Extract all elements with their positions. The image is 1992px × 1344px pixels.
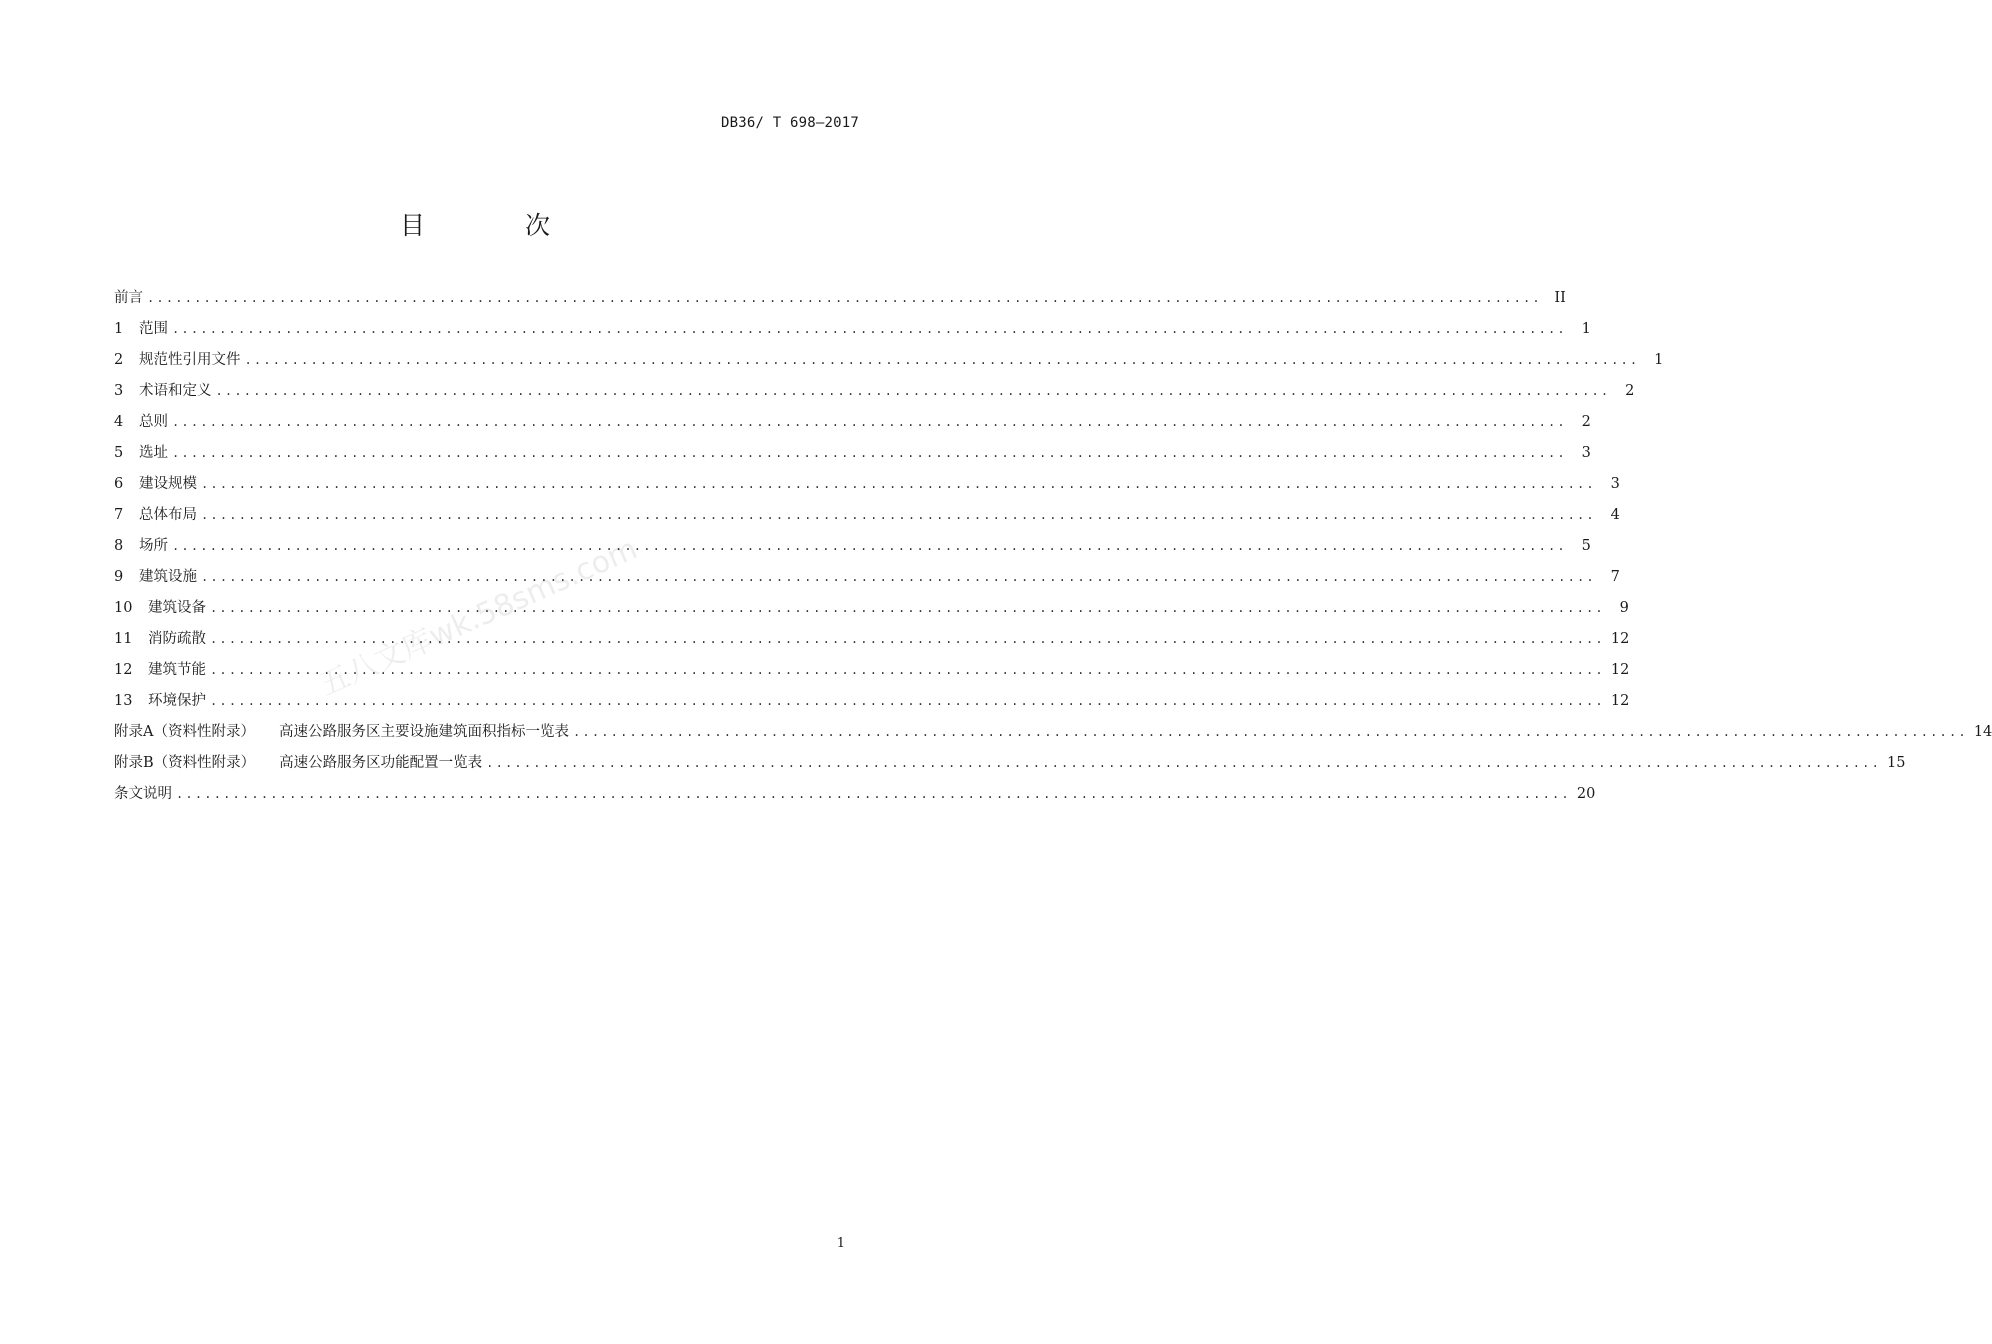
toc-page-number: 9 <box>1619 600 1629 616</box>
toc-entry-12[interactable] <box>114 658 1630 689</box>
toc-page-number: 12 <box>1610 662 1630 678</box>
toc-page-number: II <box>1554 290 1566 306</box>
toc-page-number: 7 <box>1610 569 1620 585</box>
toc-entry-text: 前言 <box>114 290 143 306</box>
toc-entry-text: 总则 <box>139 414 168 430</box>
appendix-label: 附录B（资料性附录） <box>114 755 256 771</box>
toc-page-number: 12 <box>1610 693 1630 709</box>
toc-leader-dots: .................................................................................................................................................... <box>172 415 1567 429</box>
toc-entry-number: 10 <box>114 600 133 616</box>
toc-entry-1[interactable] <box>114 317 1591 348</box>
toc-entry-7[interactable] <box>114 503 1620 534</box>
toc-leader-dots: .................................................................................................................................................... <box>172 322 1567 336</box>
toc-entry-number: 2 <box>114 352 124 368</box>
toc-entry-text: 环境保护 <box>148 693 206 709</box>
toc-entry-number: 8 <box>114 538 124 554</box>
toc-entry-number: 7 <box>114 507 124 523</box>
toc-page-number: 2 <box>1625 383 1635 399</box>
toc-entry-text: 建筑节能 <box>148 662 206 678</box>
toc-leader-dots: .................................................................................................................................................... <box>172 446 1567 460</box>
toc-title: 目 次 <box>400 211 596 240</box>
toc-leader-dots: .................................................................................................................................................... <box>210 663 1605 677</box>
toc-page-number: 14 <box>1973 724 1992 740</box>
toc-page-number: 1 <box>1654 352 1664 368</box>
toc-leader-dots: .................................................................................................................................................... <box>201 477 1596 491</box>
toc-page-number: 1 <box>1581 321 1591 337</box>
toc-entry-text: 术语和定义 <box>139 383 212 399</box>
toc-entry-number: 3 <box>114 383 124 399</box>
toc-leader-dots: .................................................................................................................................................... <box>215 384 1611 398</box>
toc-entry-text: 建筑设备 <box>148 600 206 616</box>
toc-entry-appendix-b[interactable] <box>114 751 1906 782</box>
toc-entry-text <box>114 720 569 744</box>
toc-entry-4[interactable] <box>114 410 1591 441</box>
appendix-title: 高速公路服务区主要设施建筑面积指标一览表 <box>278 724 569 740</box>
toc-leader-dots: .................................................................................................................................................... <box>201 508 1596 522</box>
toc-entry-text <box>114 751 482 775</box>
appendix-label: 附录A（资料性附录） <box>114 724 255 740</box>
toc-page-number: 12 <box>1610 631 1630 647</box>
toc-entry-number: 1 <box>114 321 124 337</box>
toc-entry-6[interactable] <box>114 472 1620 503</box>
toc-entry-foreword[interactable] <box>114 286 1566 317</box>
toc-entry-text: 范围 <box>139 321 168 337</box>
toc-leader-dots: .................................................................................................................................................... <box>572 725 1968 739</box>
toc-leader-dots: .................................................................................................................................................... <box>201 570 1596 584</box>
toc-leader-dots: .................................................................................................................................................... <box>147 291 1542 305</box>
toc-entry-11[interactable] <box>114 627 1630 658</box>
toc-entry-number: 4 <box>114 414 124 430</box>
toc-entry-text: 总体布局 <box>139 507 197 523</box>
toc-entry-text: 场所 <box>139 538 168 554</box>
toc-entry-number: 9 <box>114 569 124 585</box>
toc-entry-number: 13 <box>114 693 133 709</box>
toc-page-number: 15 <box>1887 755 1906 771</box>
toc-entry-explanation[interactable] <box>114 782 1596 813</box>
toc-entry-text: 建筑设施 <box>139 569 197 585</box>
toc-leader-dots: .................................................................................................................................................... <box>210 632 1605 646</box>
toc-entry-number: 11 <box>114 631 133 647</box>
toc-leader-dots: .................................................................................................................................................... <box>210 601 1605 615</box>
toc-entry-5[interactable] <box>114 441 1591 472</box>
toc-page-number: 2 <box>1581 414 1591 430</box>
toc-entry-text: 消防疏散 <box>148 631 206 647</box>
watermark: 五八文库wk.58sms.com <box>314 531 643 704</box>
toc-entry-2[interactable] <box>114 348 1664 379</box>
toc-page-number: 5 <box>1581 538 1591 554</box>
toc-entry-10[interactable] <box>114 596 1629 627</box>
toc-entry-8[interactable] <box>114 534 1591 565</box>
toc-entry-3[interactable] <box>114 379 1635 410</box>
toc-entry-number: 12 <box>114 662 133 678</box>
toc-entry-text: 条文说明 <box>114 786 172 802</box>
toc-page-number: 20 <box>1576 786 1596 802</box>
toc-entry-number: 5 <box>114 445 124 461</box>
toc-leader-dots: .................................................................................................................................................... <box>172 539 1567 553</box>
toc-entry-text: 规范性引用文件 <box>139 352 241 368</box>
page-number: 1 <box>836 1236 845 1251</box>
toc-page-number: 3 <box>1610 476 1620 492</box>
toc-leader-dots: .................................................................................................................................................... <box>210 694 1605 708</box>
toc-entry-9[interactable] <box>114 565 1620 596</box>
toc-entry-text: 建设规模 <box>139 476 197 492</box>
appendix-title: 高速公路服务区功能配置一览表 <box>279 755 483 771</box>
toc-list <box>114 286 1992 813</box>
toc-leader-dots: .................................................................................................................................................... <box>244 353 1640 367</box>
toc-page-number: 3 <box>1581 445 1591 461</box>
document-code: DB36/ T 698—2017 <box>720 115 859 131</box>
toc-entry-number: 6 <box>114 476 124 492</box>
toc-page-number: 4 <box>1610 507 1620 523</box>
toc-leader-dots: .................................................................................................................................................... <box>486 756 1881 770</box>
toc-entry-13[interactable] <box>114 689 1630 720</box>
toc-leader-dots: .................................................................................................................................................... <box>176 787 1571 801</box>
toc-entry-text: 选址 <box>139 445 168 461</box>
toc-entry-appendix-a[interactable] <box>114 720 1992 751</box>
